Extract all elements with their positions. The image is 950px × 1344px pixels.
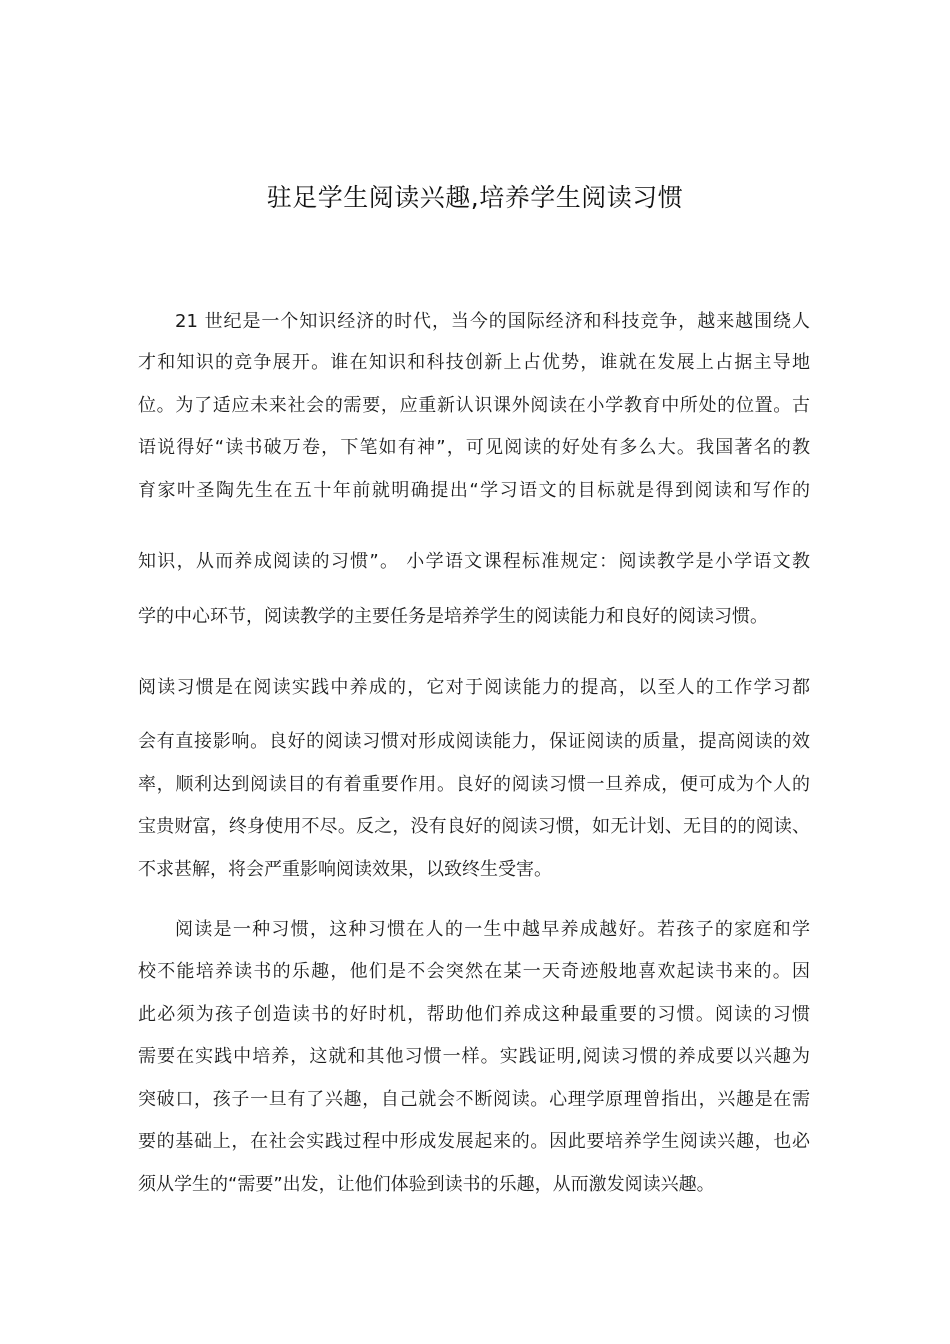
paragraph-3-line-5: 突破口，孩子一旦有了兴趣，自己就会不断阅读。心理学原理曾指出，兴趣是在需	[138, 1089, 810, 1110]
paragraph-1-line-7: 学的中心环节，阅读教学的主要任务是培养学生的阅读能力和良好的阅读习惯。	[138, 606, 768, 627]
paragraph-2-line-5: 不求甚解，将会严重影响阅读效果，以致终生受害。	[138, 859, 552, 880]
paragraph-3-line-6: 要的基础上，在社会实践过程中形成发展起来的。因此要培养学生阅读兴趣，也必	[138, 1131, 810, 1152]
paragraph-1-line-6: 知识，从而养成阅读的习惯”。 小学语文课程标准规定：阅读教学是小学语文教	[138, 551, 810, 572]
paragraph-1-line-3: 位。为了适应未来社会的需要，应重新认识课外阅读在小学教育中所处的位置。古	[138, 395, 810, 416]
paragraph-1-line-4: 语说得好“读书破万卷，下笔如有神”，可见阅读的好处有多么大。我国著名的教	[138, 437, 810, 458]
paragraph-2-line-1: 阅读习惯是在阅读实践中养成的，它对于阅读能力的提高，以至人的工作学习都	[138, 677, 810, 698]
paragraph-1-line-1: 21 世纪是一个知识经济的时代，当今的国际经济和科技竞争，越来越围绕人	[175, 311, 810, 332]
paragraph-1-line-5: 育家叶圣陶先生在五十年前就明确提出“学习语文的目标就是得到阅读和写作的	[138, 480, 810, 501]
paragraph-2-line-2: 会有直接影响。良好的阅读习惯对形成阅读能力，保证阅读的质量，提高阅读的效	[138, 731, 810, 752]
paragraph-1-line-2: 才和知识的竞争展开。谁在知识和科技创新上占优势，谁就在发展上占据主导地	[138, 352, 810, 373]
document-title: 驻足学生阅读兴趣,培养学生阅读习惯	[266, 183, 684, 212]
paragraph-3-line-3: 此必须为孩子创造读书的好时机，帮助他们养成这种最重要的习惯。阅读的习惯	[138, 1004, 810, 1025]
paragraph-3-line-4: 需要在实践中培养，这就和其他习惯一样。实践证明,阅读习惯的养成要以兴趣为	[138, 1046, 810, 1067]
paragraph-3-line-7: 须从学生的“需要”出发，让他们体验到读书的乐趣，从而激发阅读兴趣。	[138, 1174, 715, 1195]
paragraph-3-line-1: 阅读是一种习惯，这种习惯在人的一生中越早养成越好。若孩子的家庭和学	[175, 919, 810, 940]
paragraph-2-line-4: 宝贵财富，终身使用不尽。反之，没有良好的阅读习惯，如无计划、无目的的阅读、	[138, 816, 810, 837]
paragraph-2-line-3: 率，顺利达到阅读目的有着重要作用。良好的阅读习惯一旦养成，便可成为个人的	[138, 774, 810, 795]
paragraph-3-line-2: 校不能培养读书的乐趣，他们是不会突然在某一天奇迹般地喜欢起读书来的。因	[138, 961, 810, 982]
